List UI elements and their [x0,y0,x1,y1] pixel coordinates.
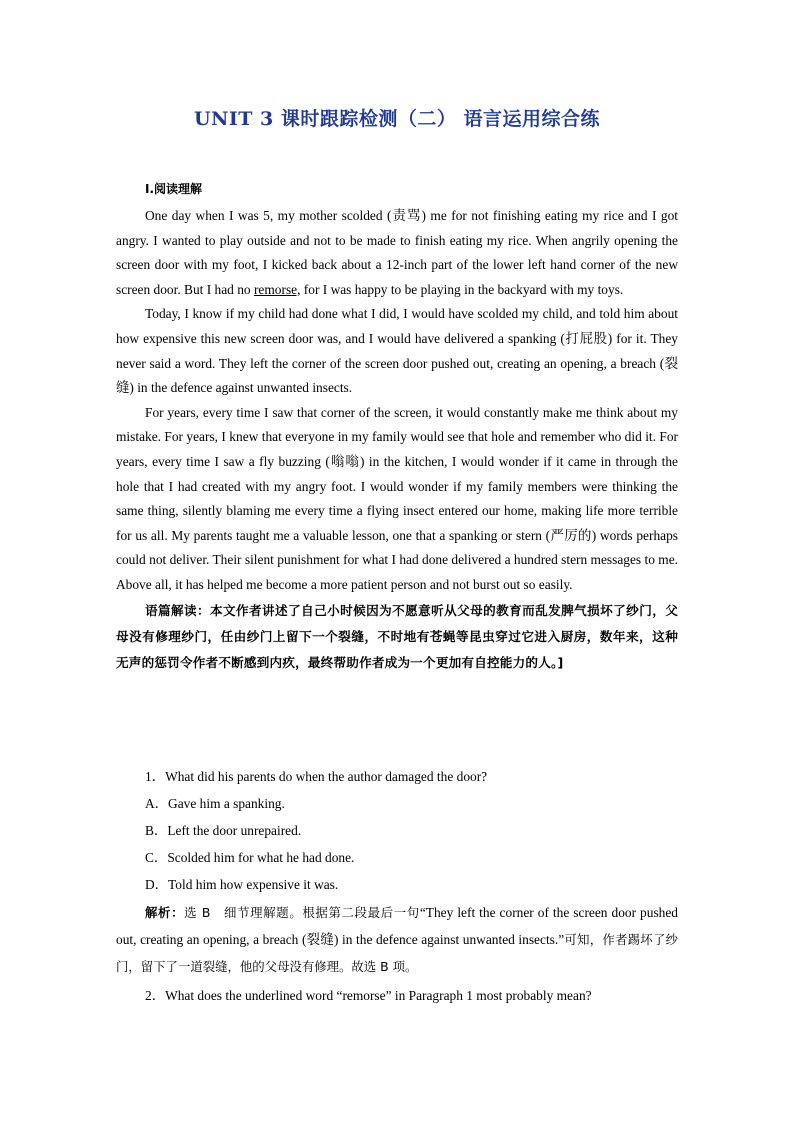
question-1-option-d: D．Told him how expensive it was. [145,877,339,892]
passage-p1-text-a: One day when I was 5, my mother scolded (责骂) me for not finishing eating my rice and I got angry. I wanted to play outside and not to be made to finish eating my rice. When angrily opening the screen door with my foot, I kicked back about a 12-inch part of the lower left hand corner of the new screen door. But I had no [116,208,678,297]
explanation-label: 解析： [145,905,185,920]
passage-p1-text-b: for I was happy to be playing in the backyard with my toys. [300,281,624,297]
explanation-rest: 可知，作者踢坏了纱门，留下了一道裂缝，他的父母没有修理。故选 B 项。 [116,932,678,974]
question-1-option-b: B．Left the door unrepaired. [145,823,302,838]
question-1-stem: 1．What did his parents do when the author damaged the door? [145,769,488,784]
question-2-stem: 2．What does the underlined word “remorse” in Paragraph 1 most probably mean? [145,988,592,1003]
explanation-answer: 选 B 细节理解题。根据第二段最后一句 [184,905,420,920]
question-1-option-c: C．Scolded him for what he had done. [145,850,355,865]
passage-analysis: 语篇解读：本文作者讲述了自己小时候因为不愿意听从父母的教育而乱发脾气损坏了纱门，父母没有修理纱门，任由纱门上留下一个裂缝，不时地有苍蝇等昆虫穿过它进入厨房，数年来，这种无声的惩罚令作者不断感到内疚，最终帮助作者成为一个更加有自控能力的人。] [116,602,678,670]
page-title: UNIT 3 课时跟踪检测（二） 语言运用综合练 [193,108,601,130]
underlined-word-remorse: remorse, [253,281,301,297]
section-label: Ⅰ.阅读理解 [145,182,203,196]
passage-paragraph-3: For years, every time I saw that corner of the screen, it would constantly make me think about my mistake. For years, I knew that everyone in my family would see that hole and remember who did it. For years, every time I saw a fly buzzing (嗡嗡) in the kitchen, I would wonder if it came in through the hole that I had created with my angry foot. I would wonder if my family members were thinking the same thing, silently blaming me every time a flying insect entered our home, making life more terrible for us all. My parents taught me a valuable lesson, one that a spanking or stern (严厉的) words perhaps could not deliver. Their silent punishment for what I had done delivered a hundred stern messages to me. Above all, it has helped me become a more patient person and not burst out so easily. [116,404,678,592]
explanation-quote: “They left the corner of the screen door pushed out, creating an opening, a breach (裂缝) in the defence against unwanted insects.” [116,905,678,947]
question-1-explanation [116,899,678,980]
passage-paragraph-1 [116,204,678,302]
question-1-option-a: A．Gave him a spanking. [145,796,285,811]
reading-passage [116,204,678,676]
passage-paragraph-2: Today, I know if my child had done what I did, I would have scolded my child, and told him about how expensive this new screen door was, and I would have delivered a spanking (打屁股) for it. They never said a word. They left the corner of the screen door pushed out, creating an opening, a breach (裂缝) in the defence against unwanted insects. [116,306,678,396]
